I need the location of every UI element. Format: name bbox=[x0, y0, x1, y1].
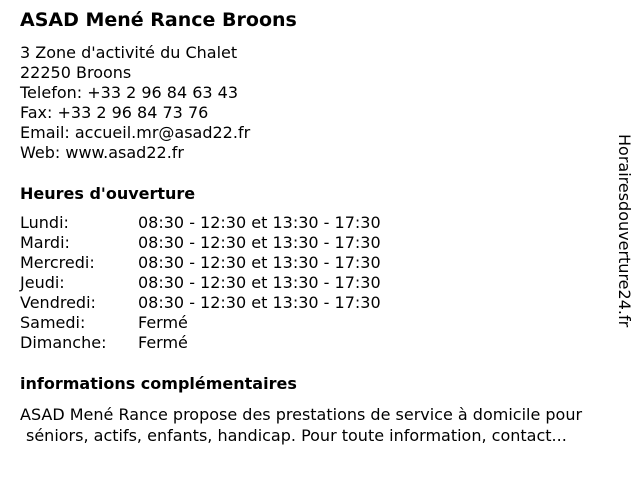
phone-number: Telefon: +33 2 96 84 63 43 bbox=[20, 83, 239, 102]
hours-value: Fermé bbox=[138, 333, 188, 352]
business-name: ASAD Mené Rance Broons bbox=[20, 9, 297, 31]
address-line-1: 3 Zone d'activité du Chalet bbox=[20, 43, 238, 62]
hours-value: 08:30 - 12:30 et 13:30 - 17:30 bbox=[138, 213, 381, 232]
additional-info-heading: informations complémentaires bbox=[20, 374, 297, 393]
contact-block bbox=[20, 43, 250, 163]
email-address: Email: accueil.mr@asad22.fr bbox=[20, 123, 251, 142]
hours-row-wednesday bbox=[20, 253, 440, 273]
hours-row-tuesday bbox=[20, 233, 440, 253]
hours-value: 08:30 - 12:30 et 13:30 - 17:30 bbox=[138, 273, 381, 292]
day-label: Samedi: bbox=[20, 313, 86, 332]
day-label: Vendredi: bbox=[20, 293, 96, 312]
day-label: Mardi: bbox=[20, 233, 70, 252]
day-label: Jeudi: bbox=[20, 273, 65, 292]
opening-hours-heading: Heures d'ouverture bbox=[20, 184, 196, 203]
site-watermark: Horairesdouverture24.fr bbox=[615, 134, 634, 328]
hours-row-saturday bbox=[20, 313, 440, 333]
opening-hours-table bbox=[20, 213, 440, 353]
description-line-1: ASAD Mené Rance propose des prestations de service à domicile pour bbox=[20, 405, 583, 424]
hours-row-friday bbox=[20, 293, 440, 313]
website: Web: www.asad22.fr bbox=[20, 143, 184, 162]
hours-row-thursday bbox=[20, 273, 440, 293]
address-line-2: 22250 Broons bbox=[20, 63, 132, 82]
additional-info-text bbox=[20, 404, 632, 446]
hours-row-sunday bbox=[20, 333, 440, 353]
description-line-2: séniors, actifs, enfants, handicap. Pour toute information, contact... bbox=[26, 426, 567, 445]
hours-row-monday bbox=[20, 213, 440, 233]
day-label: Mercredi: bbox=[20, 253, 95, 272]
hours-value: 08:30 - 12:30 et 13:30 - 17:30 bbox=[138, 293, 381, 312]
hours-value: 08:30 - 12:30 et 13:30 - 17:30 bbox=[138, 233, 381, 252]
hours-value: 08:30 - 12:30 et 13:30 - 17:30 bbox=[138, 253, 381, 272]
fax-number: Fax: +33 2 96 84 73 76 bbox=[20, 103, 209, 122]
day-label: Lundi: bbox=[20, 213, 69, 232]
hours-value: Fermé bbox=[138, 313, 188, 332]
day-label: Dimanche: bbox=[20, 333, 107, 352]
